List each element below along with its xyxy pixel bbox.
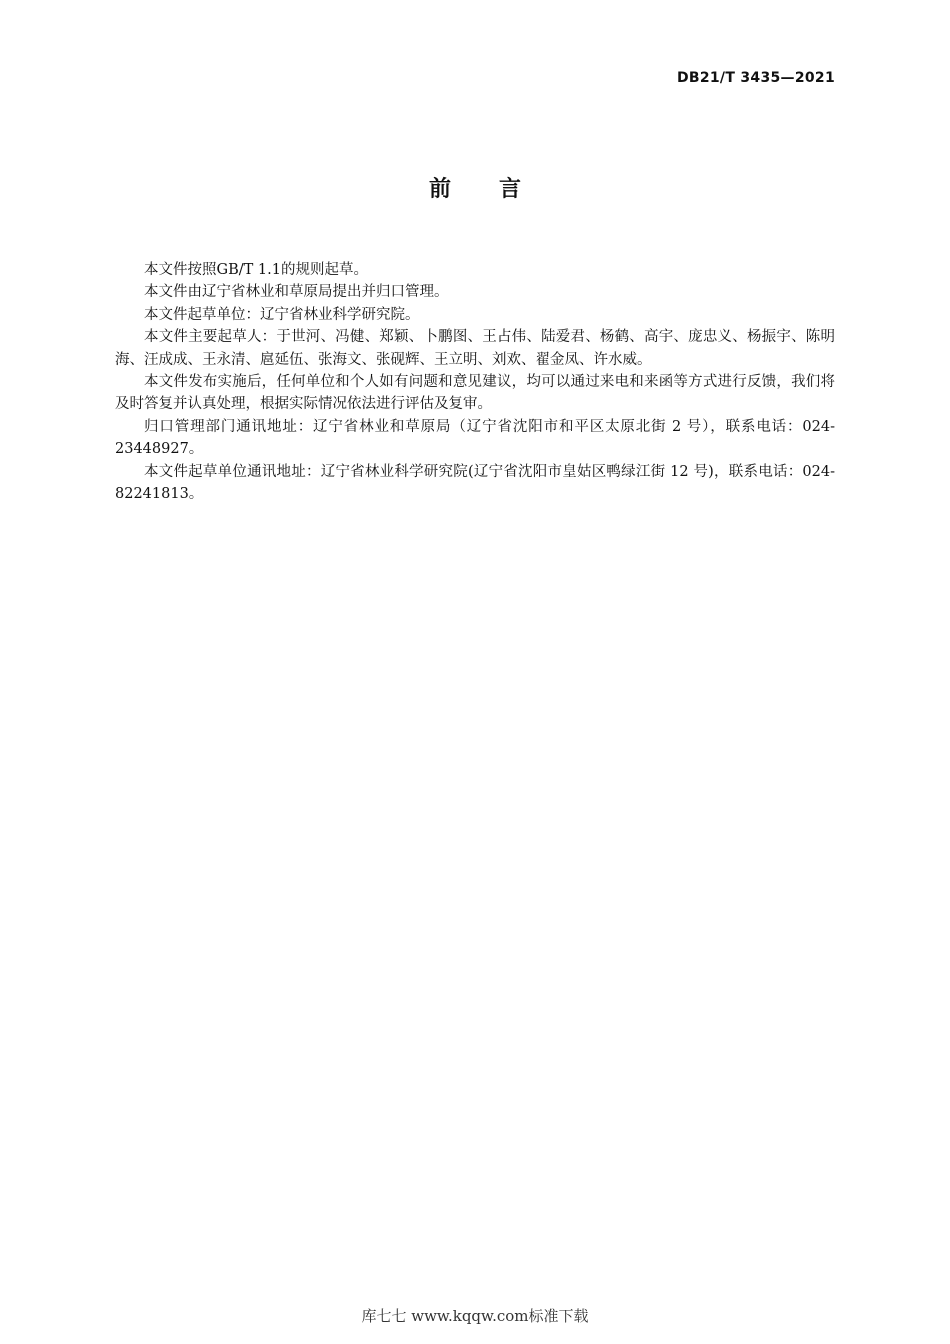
page-title: 前言: [428, 177, 569, 202]
paragraph-feedback: 本文件发布实施后，任何单位和个人如有问题和意见建议，均可以通过来电和来函等方式进行反馈，我们将及时答复并认真处理，根据实际情况依法进行评估及复审。: [115, 374, 835, 413]
document-code: DB21/T 3435—2021: [676, 70, 835, 86]
paragraph-drafting-unit: 本文件起草单位：辽宁省林业科学研究院。: [144, 306, 420, 323]
paragraph-drafting-rules: 本文件按照GB/T 1.1的规则起草。: [144, 262, 368, 278]
paragraph-proposer: 本文件由辽宁省林业和草原局提出并归口管理。: [144, 284, 449, 301]
paragraph-drafters: 本文件主要起草人：于世河、冯健、郑颖、卜鹏图、王占伟、陆爱君、杨鹤、高宇、庞忠义、杨振宇、陈明海、汪成成、王永清、扈延伍、张海文、张砚辉、王立明、刘欢、翟金凤、许水威。: [115, 329, 835, 368]
paragraph-unit-address: 本文件起草单位通讯地址：辽宁省林业科学研究院(辽宁省沈阳市皇姑区鸭绿江街 12 号)，联系电话：024-82241813。: [115, 463, 835, 503]
preface-body: [115, 259, 835, 505]
footer-watermark: 库七七 www.kqqw.com标准下载: [361, 1307, 589, 1325]
paragraph-authority-address: 归口管理部门通讯地址：辽宁省林业和草原局（辽宁省沈阳市和平区太原北街 2 号），联系电话：024-23448927。: [115, 418, 835, 458]
